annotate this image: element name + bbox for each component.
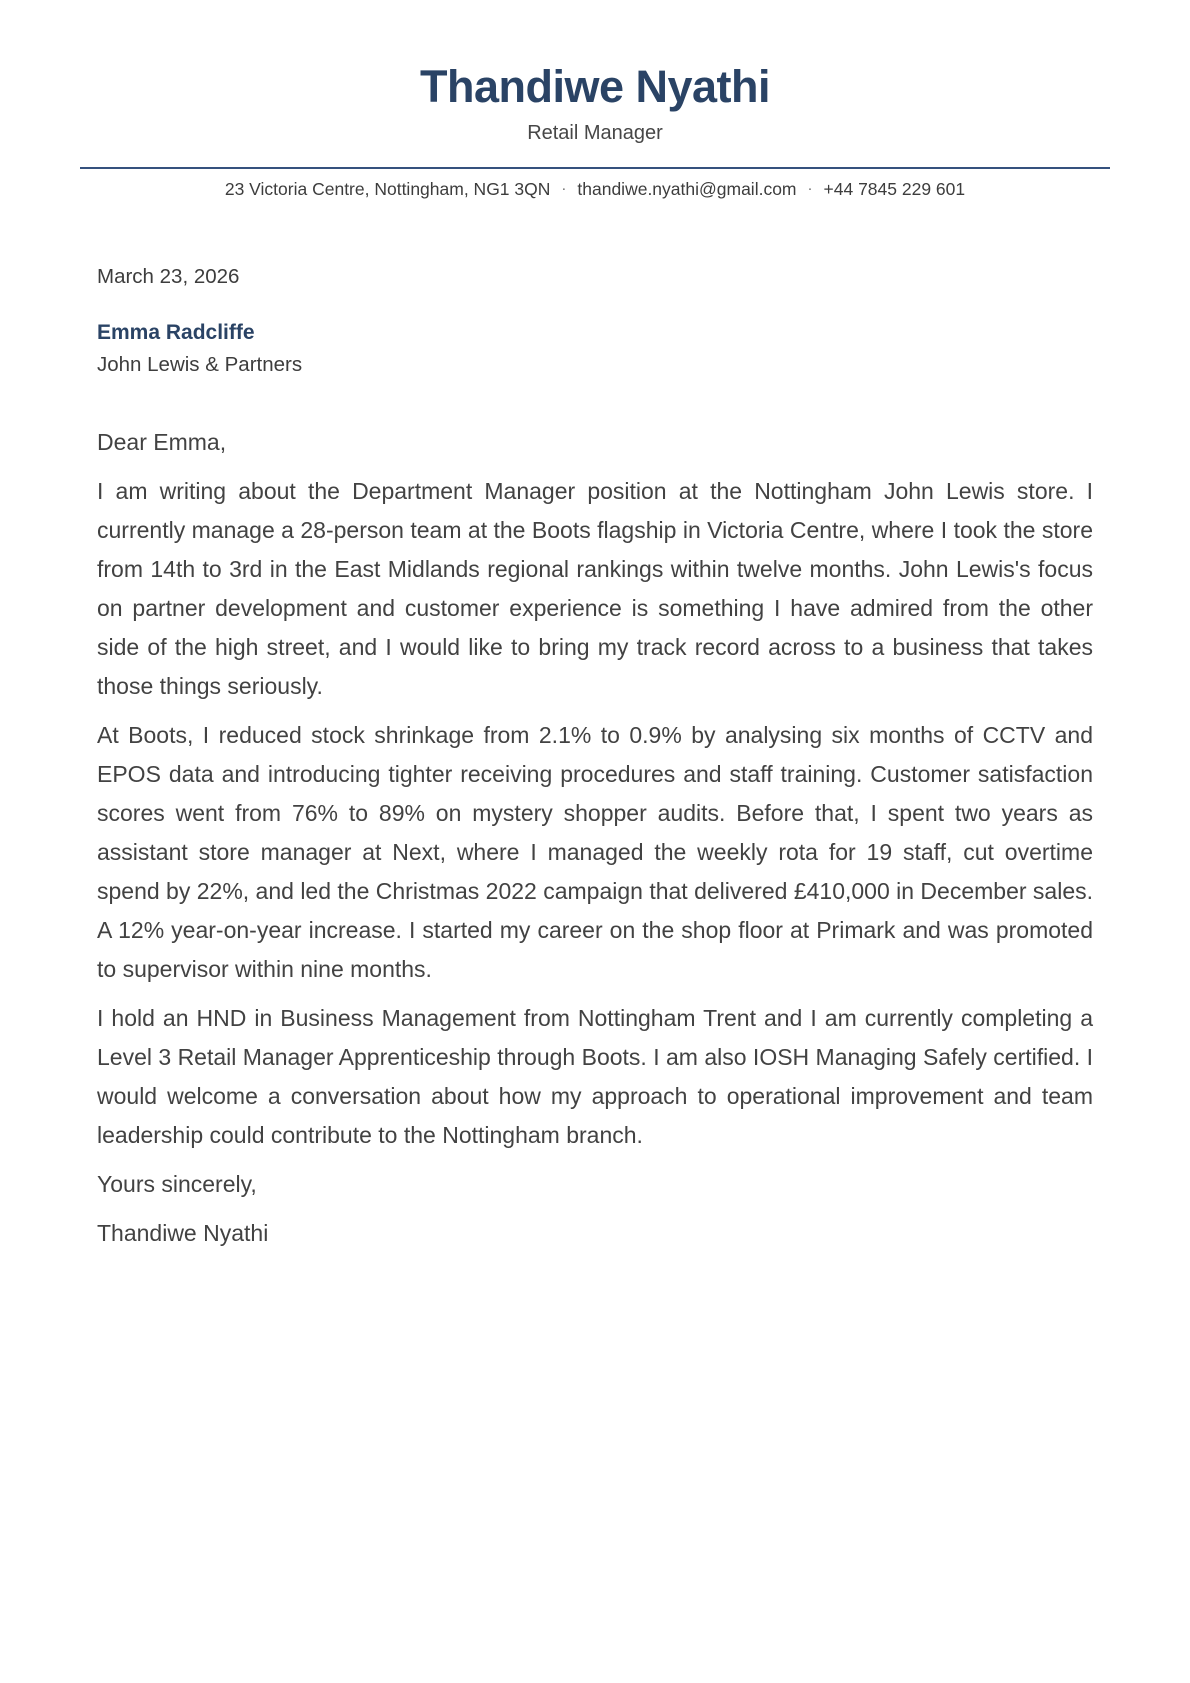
salutation: Dear Emma, — [97, 428, 227, 455]
contact-email: thandiwe.nyathi@gmail.com — [577, 179, 797, 199]
applicant-job-title: Retail Manager — [527, 122, 663, 144]
recipient-company: John Lewis & Partners — [97, 352, 303, 376]
letter-body — [97, 264, 1093, 1253]
contact-address: 23 Victoria Centre, Nottingham, NG1 3QN — [224, 179, 551, 199]
body-paragraph-2: At Boots, I reduced stock shrinkage from 2.1% to 0.9% by analysing six months of CCTV and EPOS data and introducing tighter receiving procedures and staff training. Customer satisfaction scores went from 76% to 89% on mystery shopper audits. Before that, I spent two years as assistant store manager at Next, where I managed the weekly rota for 19 staff, cut overtime spend by 22%, and led the Christmas 2022 campaign that delivered £410,000 in December sales. A 12% year-on-year increase. I started my career on the shop floor at Primark and was promoted to supervisor within nine months. — [97, 721, 1093, 982]
contact-line — [80, 179, 1110, 200]
applicant-name: Thandiwe Nyathi — [419, 61, 771, 112]
letter-header — [80, 60, 1110, 200]
letter-date: March 23, 2026 — [97, 265, 240, 288]
contact-phone: +44 7845 229 601 — [823, 179, 966, 199]
recipient-block — [97, 319, 1093, 379]
contact-separator-dot: · — [561, 180, 567, 197]
body-paragraph-3: I hold an HND in Business Management from Nottingham Trent and I am currently completing a Level 3 Retail Manager Apprenticeship through Boots. I am also IOSH Managing Safely certified. I would welcome a conversation about how my approach to operational improvement and team leadership could contribute to the Nottingham branch. — [97, 1004, 1093, 1148]
closing-valediction: Yours sincerely, — [97, 1170, 257, 1197]
header-divider — [80, 167, 1110, 169]
body-paragraph-1: I am writing about the Department Manager position at the Nottingham John Lewis store. I currently manage a 28-person team at the Boots flagship in Victoria Centre, where I took the store from 14th to 3rd in the East Midlands regional rankings within twelve months. John Lewis's focus on partner development and customer experience is something I have admired from the other side of the high street, and I would like to bring my track record across to a business that takes those things seriously. — [97, 477, 1093, 699]
contact-separator-dot: · — [807, 180, 813, 197]
signature-name: Thandiwe Nyathi — [97, 1219, 269, 1246]
recipient-name: Emma Radcliffe — [97, 320, 255, 344]
